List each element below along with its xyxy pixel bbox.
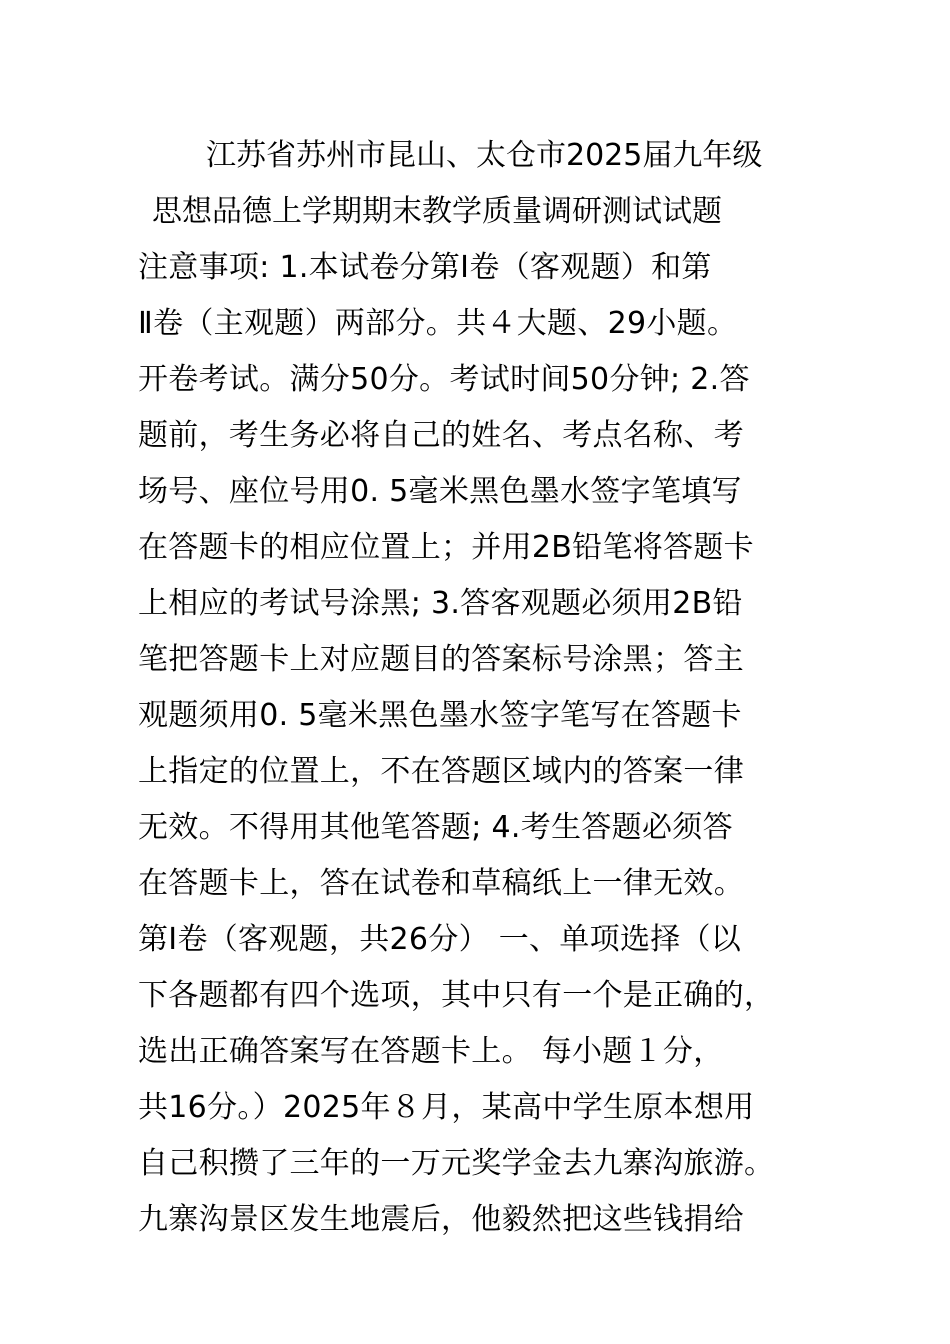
body-line: 上指定的位置上，不在答题区域内的答案一律: [138, 754, 744, 789]
body-line: 第Ⅰ卷（客观题，共26分） 一、单项选择（以: [138, 922, 742, 957]
body-line: 选出正确答案写在答题卡上。 每小题１分，: [138, 1034, 724, 1069]
body-line: 上相应的考试号涂黑; 3.答客观题必须用2B铅: [138, 586, 743, 621]
body-line: 场号、座位号用0. 5毫米黑色墨水签字笔填写: [138, 474, 742, 509]
body-line: 九寨沟景区发生地震后，他毅然把这些钱捐给: [138, 1202, 744, 1237]
body-line: 在答题卡上，答在试卷和草稿纸上一律无效。: [138, 866, 744, 901]
title-line: 思想品德上学期期末教学质量调研测试试题: [152, 194, 722, 229]
body-line: 共16分。）2025年８月，某高中学生原本想用: [138, 1090, 755, 1125]
document-body: [138, 240, 858, 1248]
body-line: 无效。不得用其他笔答题; 4.考生答题必须答: [138, 810, 733, 845]
body-line: 注意事项: 1.本试卷分第Ⅰ卷（客观题）和第: [138, 250, 712, 285]
body-line: 开卷考试。满分50分。考试时间50分钟; 2.答: [138, 362, 750, 397]
document-title: [0, 128, 950, 240]
body-line: 在答题卡的相应位置上；并用2B铅笔将答题卡: [138, 530, 754, 565]
body-line: Ⅱ卷（主观题）两部分。共４大题、29小题。: [138, 306, 738, 341]
body-line: 自己积攒了三年的一万元奖学金去九寨沟旅游。: [138, 1146, 775, 1181]
body-line: 题前，考生务必将自己的姓名、考点名称、考: [138, 418, 744, 453]
body-line: 观题须用0. 5毫米黑色墨水签字笔写在答题卡: [138, 698, 742, 733]
body-line: 笔把答题卡上对应题目的答案标号涂黑；答主: [138, 642, 744, 677]
body-line: 下各题都有四个选项，其中只有一个是正确的，: [138, 978, 775, 1013]
title-line: 江苏省苏州市昆山、太仓市2025届九年级: [206, 138, 763, 173]
